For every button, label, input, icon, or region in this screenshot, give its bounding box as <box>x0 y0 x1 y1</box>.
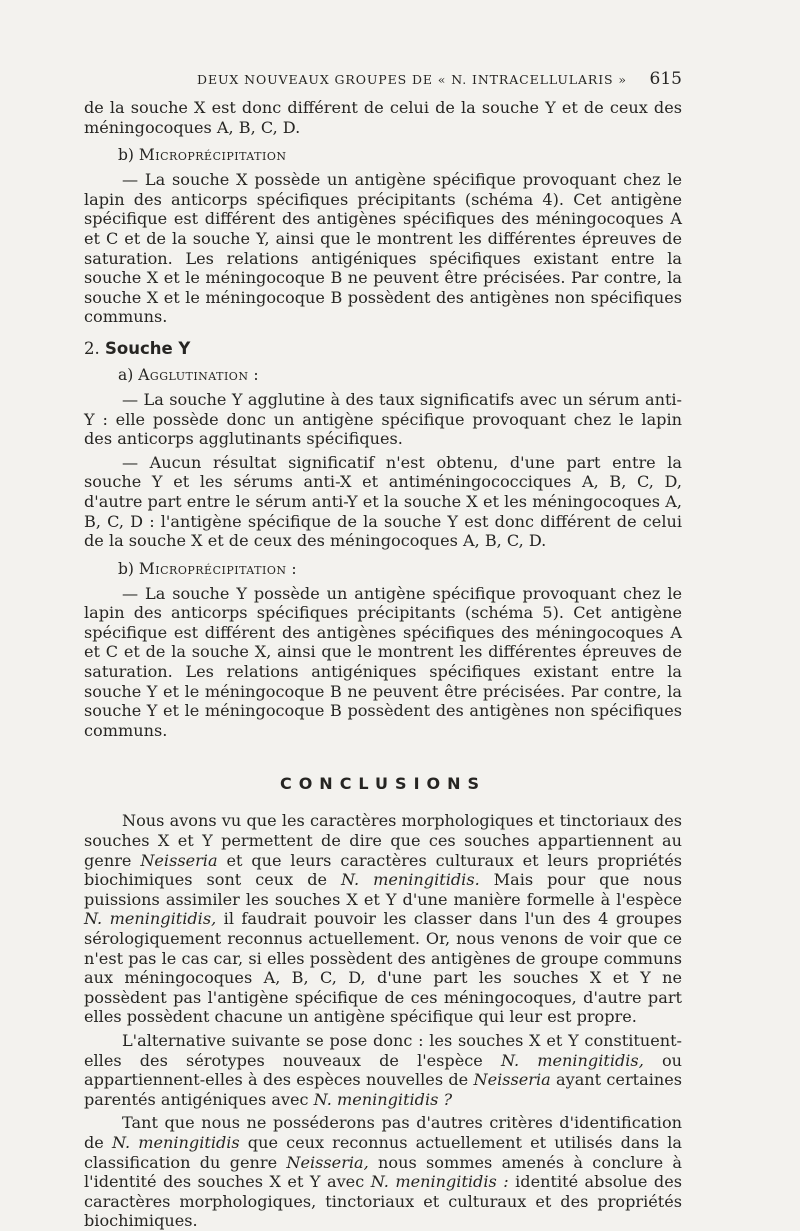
page-number: 615 <box>649 69 682 89</box>
page-body <box>84 69 683 1231</box>
section-title: Souche Y <box>105 338 191 358</box>
conclusions-paragraph-1: Nous avons vu que les caractères morphologiques et tinctoriaux des souches X et Y permettent de dire que ces souches appartiennent au genre Neisseria et que leurs caractères culturaux et leurs propriétés biochimiques sont ceux de N. meningitidis. Mais pour que nous puissions assimiler les souches X et Y d'une manière formelle à l'espèce N. meningitidis, il faudrait pouvoir les classer dans l'un des 4 groupes sérologiquement reconnus actuellement. Or, nous venons de voir que ce n'est pas le cas car, si elles possèdent des antigènes de groupe communs aux méningocoques A, B, C, D, d'une part les souches X et Y ne possèdent pas l'antigène spécifique de ces méningocoques, d'autre part elles possèdent chacune un antigène spécifique qui leur est propre. <box>84 811 682 1027</box>
paragraph-x-microprecipitation: — La souche X possède un antigène spécifique provoquant chez le lapin des anticorps spécifiques précipitants (schéma 4). Cet antigène spécifique est différent des antigènes spécifiques des méningocoques A et C et de la souche Y, ainsi que le montrent les différentes épreuves de saturation. Les relations antigéniques spécifiques existant entre la souche X et le méningocoque B ne peuvent être précisées. Par contre, la souche X et le méningocoque B possèdent des antigènes non spécifiques communs. <box>84 170 682 327</box>
subheading-y-microprecipitation <box>118 560 682 579</box>
paragraph-y-agglutination-2: — Aucun résultat significatif n'est obtenu, d'une part entre la souche Y et les sérums anti-X et antiméningococciques A, B, C, D, d'autre part entre le sérum anti-Y et la souche X et les méningocoques A, B, C, D : l'antigène spécifique de la souche Y est donc différent de celui de la souche X et de ceux des méningocoques A, B, C, D. <box>84 452 682 551</box>
conclusions-heading: CONCLUSIONS <box>279 774 487 794</box>
subheading-letter: b) <box>118 146 134 165</box>
paragraph-y-microprecipitation: — La souche Y possède un antigène spécifique provoquant chez le lapin des anticorps spécifiques précipitants (schéma 5). Cet antigène spécifique est différent des antigènes spécifiques des méningocoques A et C et de la souche X, ainsi que le montrent les différentes épreuves de saturation. Les relations antigéniques spécifiques existant entre la souche Y et le méningocoque B ne peuvent être précisées. Par contre, la souche Y et le méningocoque B possèdent des antigènes non spécifiques communs. <box>84 583 682 740</box>
subheading-label: Microprécipitation <box>138 146 287 165</box>
section-number: 2. <box>84 338 100 358</box>
conclusions-paragraph-3: Tant que nous ne posséderons pas d'autres critères d'identification de N. meningitidis que ceux reconnus actuellement et utilisés dans la classification du genre Neisseria, nous sommes amenés à conclure à l'identité des souches X et Y avec N. meningitidis : identité absolue des caractères morphologiques, tinctoriaux et culturaux et des propriétés biochimiques. <box>84 1113 683 1231</box>
conclusions-paragraph-2: L'alternative suivante se pose donc : les souches X et Y constituent-elles des sérotypes nouveaux de l'espèce N. meningitidis, ou appartiennent-elles à des espèces nouvelles de Neisseria ayant certaines parentés antigéniques avec N. meningitidis ? <box>84 1030 683 1109</box>
running-header <box>84 69 682 98</box>
section-heading-souche-y <box>84 339 682 359</box>
paragraph-y-agglutination-1: — La souche Y agglutine à des taux significatifs avec un sérum anti-Y : elle possède donc un antigène spécifique provoquant chez le lapin des anticorps agglutinants spécifiques. <box>84 389 682 449</box>
subheading-y-agglutination <box>118 366 682 385</box>
subheading-x-microprecipitation <box>118 146 682 165</box>
intro-paragraph: de la souche X est donc différent de celui de la souche Y et de ceux des méningocoques A, B, C, D. <box>84 98 682 137</box>
subheading-label: Agglutination <box>138 365 249 384</box>
subheading-letter: b) <box>118 559 134 578</box>
subheading-suffix: : <box>248 365 259 384</box>
subheading-letter: a) <box>118 365 134 384</box>
subheading-suffix: : <box>286 559 297 578</box>
subheading-label: Microprécipitation <box>138 559 287 578</box>
running-title: DEUX NOUVEAUX GROUPES DE « N. INTRACELLULARIS » <box>197 72 627 87</box>
